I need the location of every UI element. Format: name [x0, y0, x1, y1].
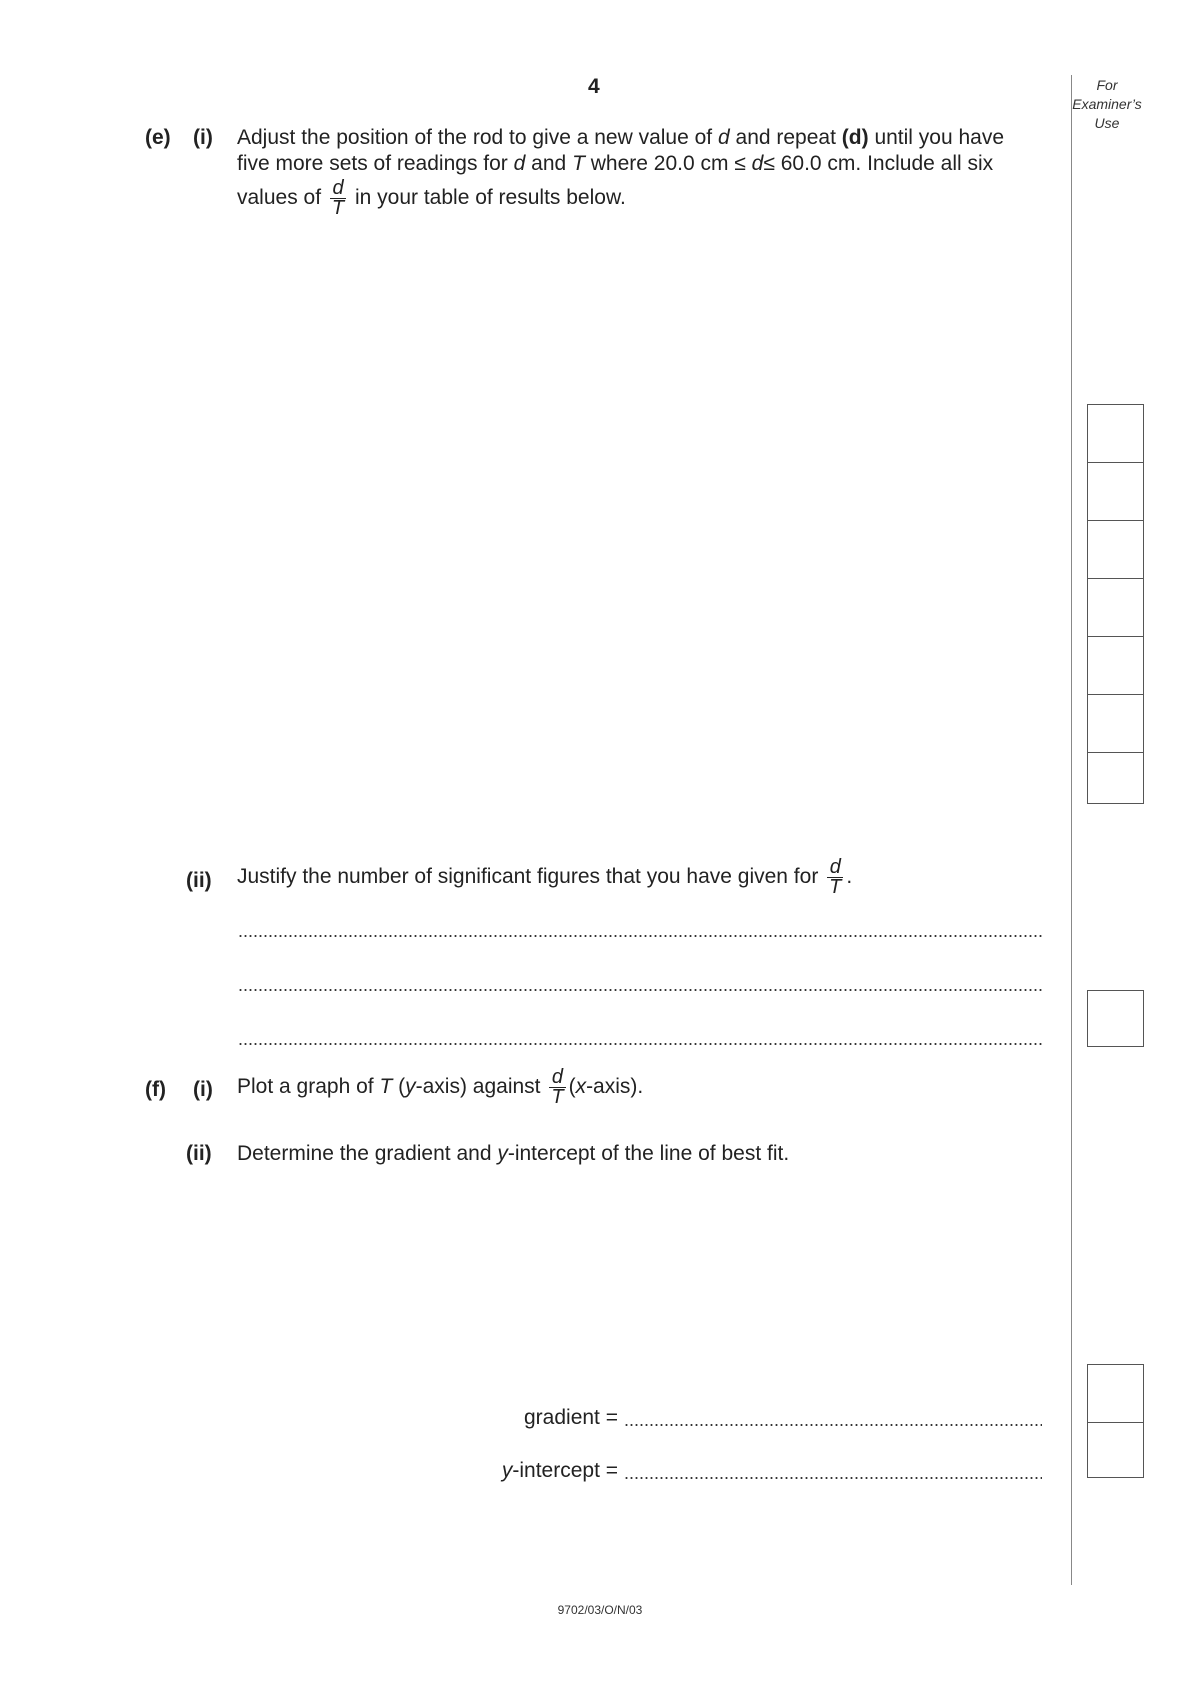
- mark-box: [1088, 405, 1143, 463]
- mark-box: [1088, 579, 1143, 637]
- fraction-d-over-t: $\frac{d}{T}$: [551, 1066, 564, 1108]
- mark-box: [1088, 753, 1143, 809]
- mark-box: [1088, 695, 1143, 753]
- examiner-margin-line: [1071, 75, 1072, 1585]
- part-f-label: (f): [145, 1078, 166, 1101]
- fraction-d-over-t: $\frac{d}{T}$: [829, 856, 842, 898]
- mark-box-group-e-i: [1087, 404, 1144, 804]
- mark-box: [1088, 1423, 1143, 1478]
- y-intercept-label: y-intercept =: [501, 1459, 618, 1482]
- footer-code: 9702/03/O/N/03: [557, 1603, 643, 1617]
- examiner-use-label: [1060, 76, 1154, 133]
- page-number: 4: [588, 75, 600, 98]
- part-e-ii-question: Justify the number of significant figures that you have given for $\frac{d}{T}$ .: [237, 856, 853, 898]
- examiner-label-line: Use: [1094, 115, 1120, 131]
- gradient-label: gradient =: [524, 1406, 618, 1429]
- answer-line[interactable]: [238, 1042, 1042, 1046]
- mark-box: [1088, 1365, 1143, 1423]
- part-e-label: (e): [145, 126, 171, 149]
- part-f-ii-question: Determine the gradient and y-intercept of the line of best fit.: [237, 1142, 790, 1165]
- mark-box: [1088, 521, 1143, 579]
- part-e-i-label: (i): [193, 126, 213, 149]
- part-e-i-line-2: five more sets of readings for d and T where 20.0 cm ≤ d≤ 60.0 cm. Include all six: [237, 152, 994, 175]
- mark-box: [1088, 463, 1143, 521]
- part-e-ii-label: (ii): [186, 869, 212, 892]
- examiner-label-line: Examiner’s: [1072, 96, 1142, 112]
- fraction-d-over-t: $\frac{d}{T}$: [331, 177, 345, 219]
- part-e-i-line-3: values of $\frac{d}{T}$ in your table of results below.: [237, 177, 626, 219]
- part-f-ii-label: (ii): [186, 1142, 212, 1165]
- mark-box: [1088, 637, 1143, 695]
- examiner-label-line: For: [1096, 77, 1118, 93]
- part-e-i-line-1: Adjust the position of the rod to give a new value of d and repeat (d) until you have: [237, 126, 1005, 149]
- mark-box-group-f: [1087, 1364, 1144, 1478]
- gradient-answer-line[interactable]: [624, 1423, 1042, 1427]
- part-f-i-label: (i): [193, 1078, 213, 1101]
- part-f-i-question: Plot a graph of T (y-axis) against $\frac{d}{T}$ (x-axis).: [237, 1066, 644, 1108]
- mark-box-e-ii: [1087, 990, 1144, 1047]
- answer-line[interactable]: [238, 988, 1042, 992]
- y-intercept-answer-line[interactable]: [624, 1476, 1042, 1480]
- answer-line[interactable]: [238, 934, 1042, 938]
